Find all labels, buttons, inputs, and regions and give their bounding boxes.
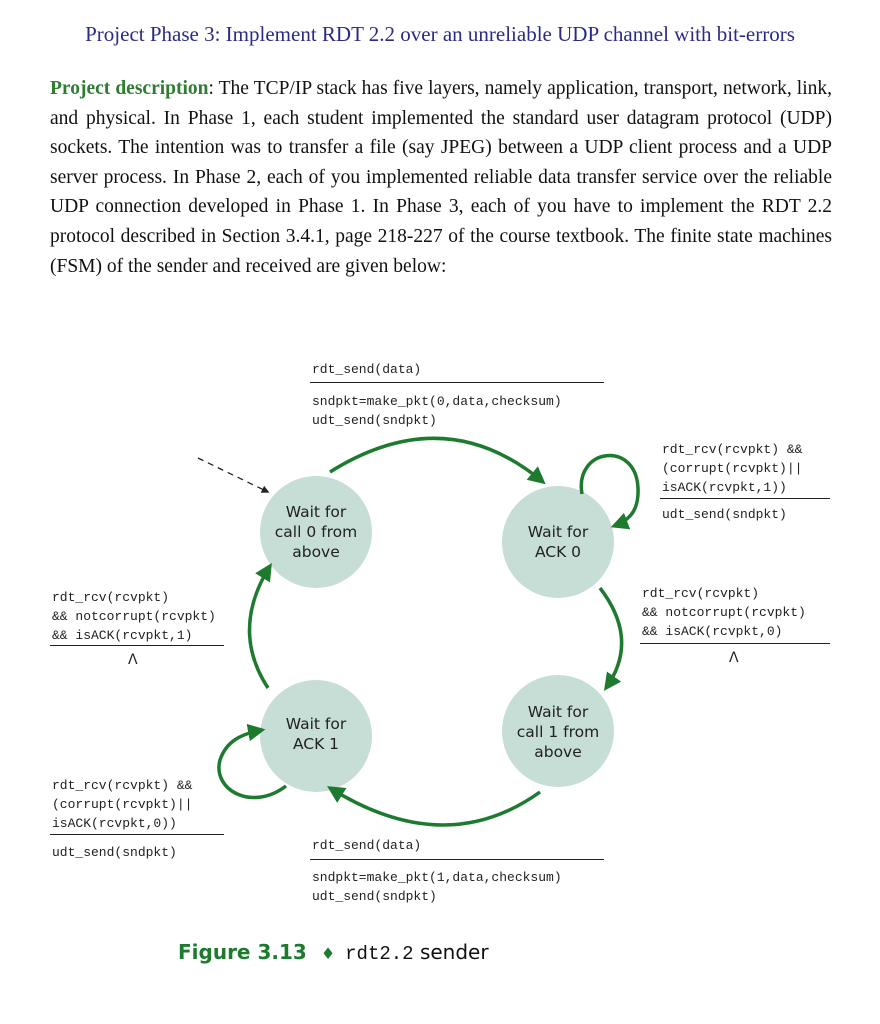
caption-bullet-icon: ♦	[320, 944, 336, 963]
left-loop-event: rdt_rcv(rcvpkt) && (corrupt(rcvpkt)|| isACK(rcvpkt,0))	[52, 778, 193, 831]
bottom-event: rdt_send(data)	[312, 838, 422, 853]
right-loop-action: udt_send(sndpkt)	[662, 507, 787, 522]
right-action: Λ	[729, 650, 739, 666]
caption-figure-number: Figure 3.13	[178, 940, 307, 964]
arrow-ack0-to-call1	[600, 588, 622, 688]
arrow-call0-to-ack0	[330, 438, 543, 482]
page-title: Project Phase 3: Implement RDT 2.2 over an unreliable UDP channel with bit-errors	[85, 22, 795, 46]
left-loop-rule	[50, 834, 224, 835]
caption-suffix: sender	[419, 940, 489, 964]
bottom-action: sndpkt=make_pkt(1,data,checksum) udt_send(sndpkt)	[312, 870, 562, 904]
left-loop-action: udt_send(sndpkt)	[52, 845, 177, 860]
top-action: sndpkt=make_pkt(0,data,checksum) udt_send(sndpkt)	[312, 394, 562, 428]
right-loop-event: rdt_rcv(rcvpkt) && (corrupt(rcvpkt)|| isACK(rcvpkt,1))	[662, 442, 803, 495]
bottom-rule	[310, 859, 604, 860]
right-rule	[640, 643, 830, 644]
left-rule	[50, 645, 224, 646]
top-event: rdt_send(data)	[312, 362, 422, 377]
top-rule	[310, 382, 604, 383]
description-text: : The TCP/IP stack has five layers, namely application, transport, network, link, and physical. In Phase 1, each student implemented the standard user datagram protocol (UDP) sockets. The intention was to transfer a file (say JPEG) between a UDP client process and a UDP server process. In Phase 2, each of you implemented reliable data transfer service over the reliable UDP connection developed in Phase 1. In Phase 3, each of you have to implement the RDT 2.2 protocol described in Section 3.4.1, page 218-227 of the course textbook. The finite state machines (FSM) of the sender and received are given below:	[50, 78, 832, 277]
caption-protocol-name: rdt2.2	[345, 943, 414, 965]
state-label-wait-call0: Wait for call 0 from above	[274, 503, 358, 561]
right-loop-rule	[660, 498, 830, 499]
state-label-wait-ack0: Wait for ACK 0	[527, 523, 589, 561]
right-event: rdt_rcv(rcvpkt) && notcorrupt(rcvpkt) && isACK(rcvpkt,0)	[642, 586, 806, 639]
description-label: Project description	[50, 78, 209, 99]
left-action: Λ	[128, 652, 138, 668]
arrow-ack1-to-call0	[249, 566, 270, 688]
initial-state-arrow	[198, 458, 268, 492]
arrow-call1-to-ack1	[330, 788, 540, 825]
state-label-wait-call1: Wait for call 1 from above	[516, 703, 600, 761]
figure-caption	[178, 940, 489, 965]
left-event: rdt_rcv(rcvpkt) && notcorrupt(rcvpkt) && isACK(rcvpkt,1)	[52, 590, 216, 643]
state-label-wait-ack1: Wait for ACK 1	[285, 715, 347, 753]
